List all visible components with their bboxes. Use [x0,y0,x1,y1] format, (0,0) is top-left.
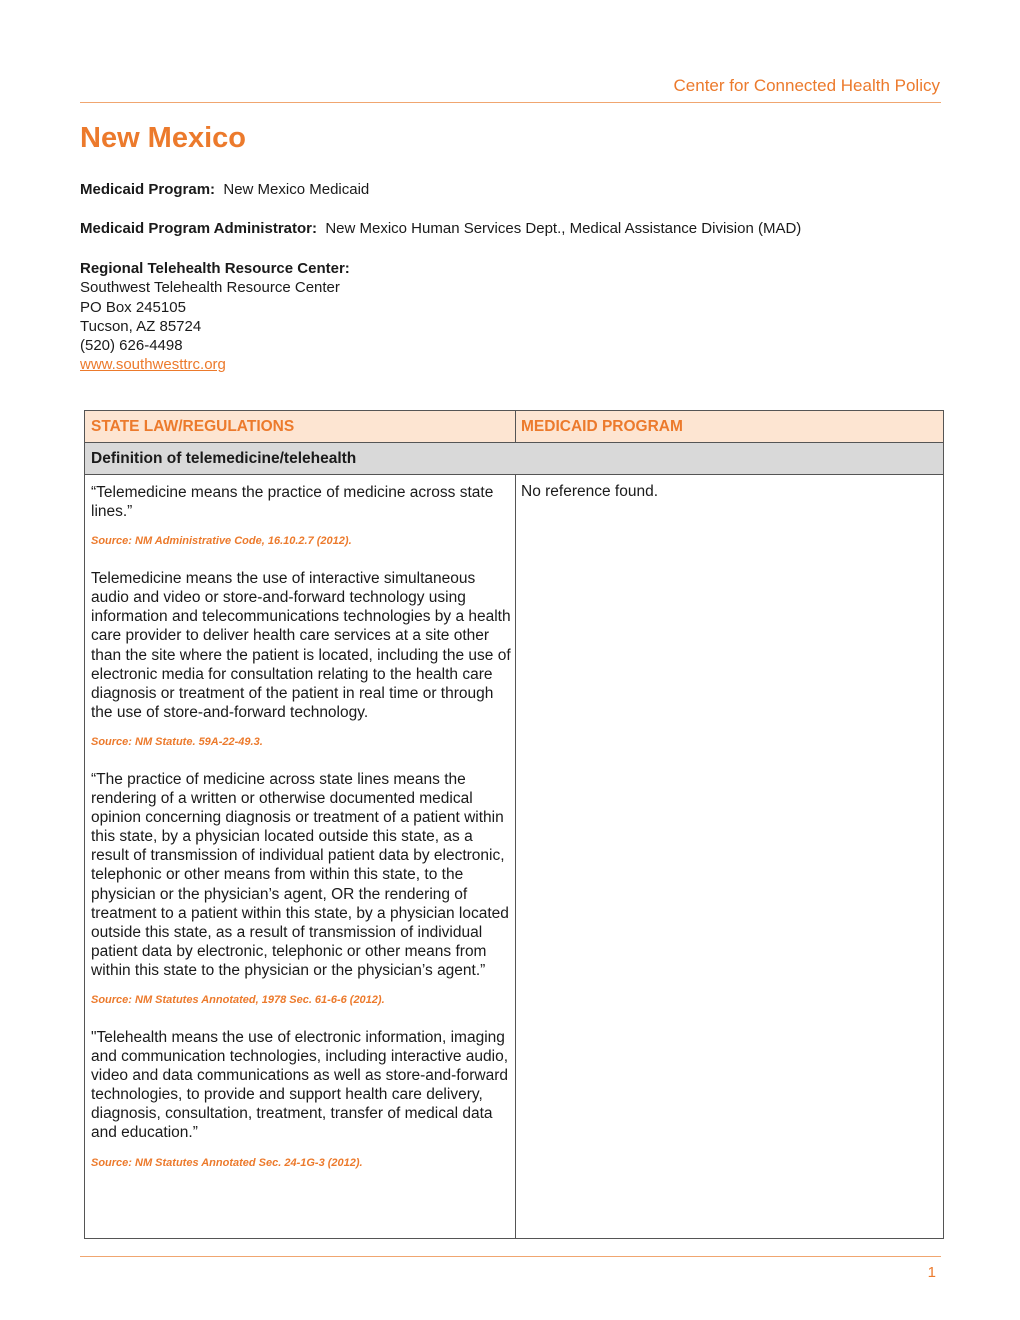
rtrc-label: Regional Telehealth Resource Center: [80,260,350,277]
source-citation: Source: NM Administrative Code, 16.10.2.7 (2012). [91,535,352,548]
source-citation: Source: NM Statute. 59A-22-49.3. [91,735,263,748]
administrator-field [80,220,801,237]
section-title: Definition of telemedicine/telehealth [91,450,357,467]
medicaid-cell: No reference found. [521,483,659,500]
medicaid-program-field [80,181,369,198]
medicaid-program-value: New Mexico Medicaid [223,181,370,198]
definition-text: “The practice of medicine across state lines means the rendering of a written or otherwise documented medical opinion concerning diagnosis or treatment of a patient within this state, by a physician located outside this state, as a result of transmission of individual patient data by electronic, telephonic or other means from within this state, to the physician or the physician’s agent, OR the rendering of treatment to a patient within this state, by a physician located outside this state, as a result of transmission of individual patient data by electronic, telephonic or other means from within this state to the physician or the physician’s agent.” [91,770,509,979]
column-divider [515,411,516,443]
definition-text: “Telemedicine means the practice of medicine across state lines.” [91,484,494,521]
administrator-value: New Mexico Human Services Dept., Medical Assistance Division (MAD) [325,220,802,237]
policy-table [84,410,944,1239]
rtrc-block [80,259,350,375]
medicaid-program-label: Medicaid Program: [80,181,216,198]
table-header-row [85,411,943,443]
page-title: New Mexico [80,122,246,154]
section-header-row [85,443,943,475]
col-header-state-law: STATE LAW/REGULATIONS [91,418,295,435]
rtrc-po-box: PO Box 245105 [80,298,186,316]
source-citation: Source: NM Statutes Annotated Sec. 24-1G-3 (2012). [91,1156,363,1169]
col-header-medicaid: MEDICAID PROGRAM [521,418,683,435]
administrator-label: Medicaid Program Administrator: [80,220,317,237]
rtrc-name: Southwest Telehealth Resource Center [80,279,340,297]
footer-rule [80,1256,941,1257]
rtrc-website-link[interactable]: www.southwesttrc.org [80,356,226,374]
definition-text: Telemedicine means the use of interactive simultaneous audio and video or store-and-forward technology using information and telecommunications technologies by a health care provider to deliver health care services at a site other than the site where the patient is located, including the use of electronic media for consultation relating to the health care diagnosis or treatment of the patient in real time or through the use of store-and-forward technology. [91,570,511,721]
rtrc-city: Tucson, AZ 85724 [80,317,202,335]
column-divider [515,475,516,1238]
rtrc-phone: (520) 626-4498 [80,337,183,355]
source-citation: Source: NM Statutes Annotated, 1978 Sec. 61-6-6 (2012). [91,993,385,1006]
header-rule [80,102,941,103]
header-org: Center for Connected Health Policy [673,76,940,95]
page-number: 1 [927,1264,936,1281]
state-law-cell [91,483,511,1191]
definition-text: "Telehealth means the use of electronic information, imaging and communication technologies, including interactive audio, video and data communications as well as store-and-forward technologies, to provide and support health care delivery, diagnosis, consultation, treatment, transfer of medical data and education.” [91,1028,509,1142]
